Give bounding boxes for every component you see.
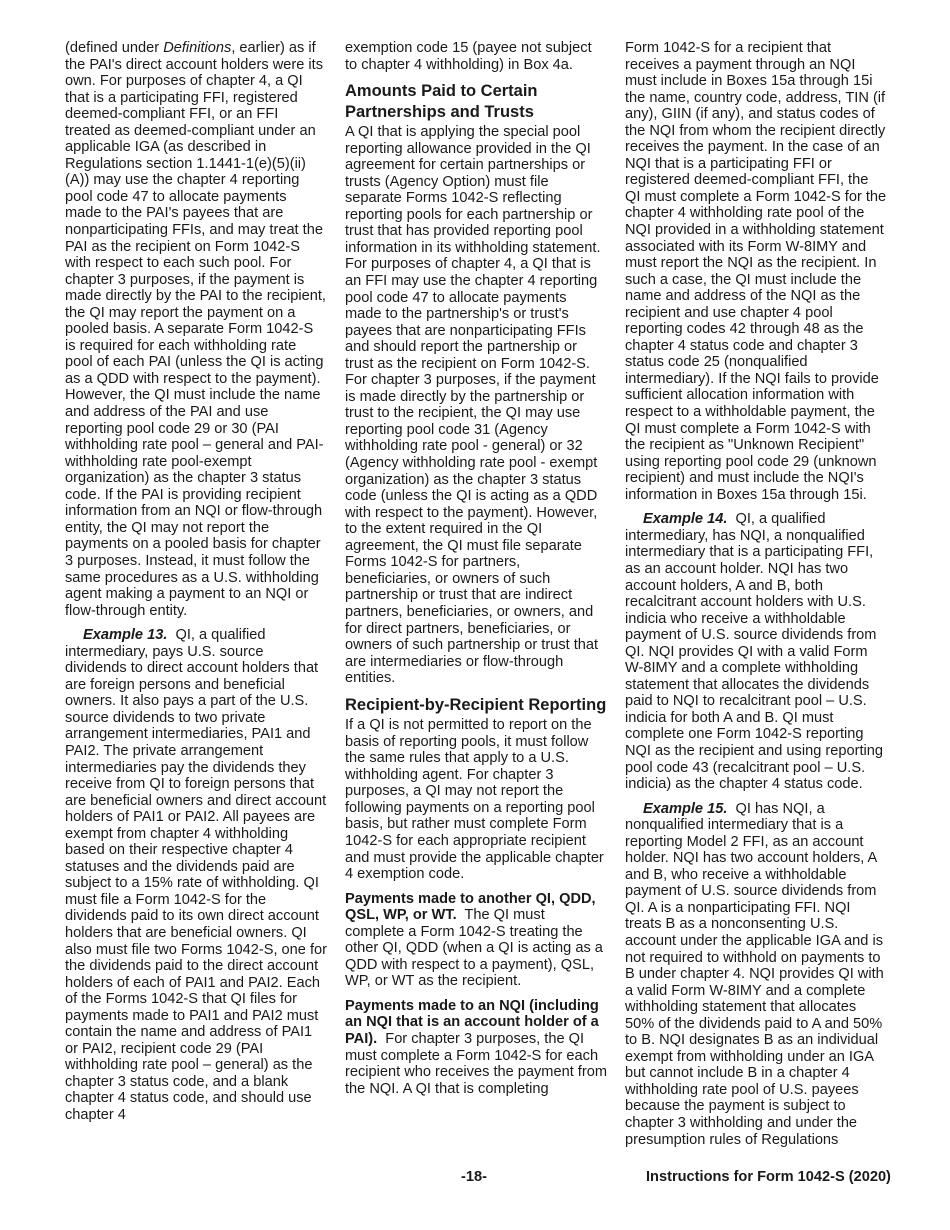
example-14-label: Example 14.	[643, 511, 728, 528]
column-1	[65, 40, 327, 1124]
subheading-payments-nqi: Payments made to an NQI (including an NQI that is an account holder of a PAI).	[345, 997, 599, 1048]
paragraph-exemption-code: exemption code 15 (payee not subject to chapter 4 withholding) in Box 4a.	[345, 40, 592, 73]
text-payments-nqi: For chapter 3 purposes, the QI must complete a Form 1042-S for each recipient who receives the payment from the NQI. A QI that is completing	[345, 1031, 607, 1097]
heading-amounts-paid-partnerships: Amounts Paid to Certain Partnerships and Trusts	[345, 82, 538, 121]
paragraph-partnerships: A QI that is applying the special pool reporting allowance provided in the QI agreement for certain partnerships or trusts (Agency Option) must file separate Forms 1042-S reflecting reporting pools for each partnership or trust that has provided reporting pool information in its withholding statement. For purposes of chapter 4, a QI that is an FFI may use the chapter 4 reporting pool code 47 to allocate payments made to the partnership's or trust's payees that are nonparticipating FFIs and should report the partnership or trust as the recipient on Form 1042-S. For chapter 3 purposes, if the payment is made directly by the partnership or trust to the recipient, the QI may use reporting pool code 31 (Agency withholding rate pool - general) or 32 (Agency withholding rate pool - exempt organization) as the chapter 3 status code (unless the QI is acting as a QDD with respect to the payment). However, to the extent required in the QI agreement, the QI must file separate Forms 1042-S for partners, beneficiaries, or owners of such partnership or trust that are indirect partners, beneficiaries, or owners, and for direct partners, beneficiaries, or owners of such partnership or trust that are intermediaries or flow-through entities.	[345, 124, 601, 687]
heading-recipient-reporting: Recipient-by-Recipient Reporting	[345, 695, 607, 714]
example-14	[625, 511, 887, 792]
paragraph-nqi-recipient: Form 1042-S for a recipient that receives a payment through an NQI must include in Boxes 15a through 15i the name, country code, address, TIN (if any), GIIN (if any), and status codes of the NQI from whom the recipient directly receives the payment. In the case of an NQI that is a participating FFI or registered deemed-compliant FFI, the QI must complete a Form 1042-S for the chapter 4 withholding rate pool of the NQI provided in a withholding statement associated with its Form W-8IMY and must report the NQI as the recipient. In such a case, the QI must include the name and address of the NQI as the recipient and use chapter 4 pool reporting codes 42 through 48 as the chapter 4 status code and chapter 3 status code 25 (nonqualified intermediary). If the NQI fails to provide sufficient allocation information with respect to a withholdable payment, the QI must complete a Form 1042-S with the recipient as "Unknown Recipient" using reporting pool code 29 (unknown recipient) and must include the NQI's information in Boxes 15a through 15i.	[625, 40, 887, 503]
page-number: -18-	[461, 1169, 487, 1185]
paragraph-pai-definitions	[65, 40, 327, 619]
example-13-label: Example 13.	[83, 627, 168, 644]
column-3	[625, 40, 887, 1148]
example-15	[625, 801, 887, 1148]
form-title: Instructions for Form 1042-S (2020)	[646, 1169, 891, 1185]
text-payments-qi: The QI must complete a Form 1042-S treating the other QI, QDD (when a QI is acting as a QDD with respect to a payment), QSL, WP, or WT as the recipient.	[345, 907, 603, 990]
example-15-text: QI has NQI, a nonqualified intermediary that is a reporting Model 2 FFI, as an account holder. NQI has two account holders, A and B, who receive a withholdable payment of U.S. source dividends from QI. A is a nonparticipating FFI. NQI treats B as a nonconsenting U.S. account under the applicable IGA and is not required to withhold on payments to B under chapter 4. NQI provides QI with a valid Form W-8IMY and a complete withholding statement that allocates 50% of the dividends paid to A and 50% to B. NQI designates B as an individual exempt from withholding under an IGA but cannot include B in a chapter 4 withholding rate pool of U.S. payees because the payment is subject to chapter 3 withholding and under the presumption rules of Regulations	[625, 800, 884, 1148]
text-fragment: (defined under	[65, 40, 164, 56]
example-15-label: Example 15.	[643, 800, 728, 817]
paragraph-recipient-reporting: If a QI is not permitted to report on the basis of reporting pools, it must follow the same rules that apply to a U.S. withholding agent. For chapter 3 purposes, a QI may not report the following payments on a reporting pool basis, but rather must complete Form 1042-S for each appropriate recipient and must provide the applicable chapter 4 exemption code.	[345, 717, 604, 883]
column-2	[345, 40, 607, 1097]
paragraph-payments-qi	[345, 891, 607, 990]
example-13-text: QI, a qualified intermediary, pays U.S. source dividends to direct account holders that are foreign persons and beneficial owners. It also pays a part of the U.S. source dividends to two private arrangement intermediaries, PAI1 and PAI2. The private arrangement intermediaries pay the dividends they receive from QI to foreign persons that are beneficial owners and direct account holders of PAI1 or PAI2. All payees are exempt from chapter 4 withholding based on their respective chapter 4 statuses and the dividends paid are subject to a 15% rate of withholding. QI must file a Form 1042-S for the dividends paid to its own direct account holders that are beneficial owners. QI also must file two Forms 1042-S, one for the dividends paid to the direct account holders of each of PAI1 and PAI2. Each of the Forms 1042-S that QI files for payments made to PAI1 and PAI2 must contain the name and address of PAI1 or PAI2, recipient code 29 (PAI withholding rate pool – general) as the chapter 3 status code, and a blank chapter 4 status code, and should use chapter 4	[65, 627, 327, 1123]
paragraph-payments-nqi	[345, 998, 607, 1097]
subheading-payments-qi: Payments made to another QI, QDD, QSL, WP, or WT.	[345, 890, 596, 924]
example-13	[65, 627, 327, 1123]
text-fragment: , earlier) as if the PAI's direct account holders were its own. For purposes of chapter 4, a QI that is a participating FFI, registered deemed-compliant FFI, or an FFI treated as deemed-compliant under an applicable IGA (as described in Regulations section 1.1441-1(e)(5)(ii)(A)) may use the chapter 4 reporting pool code 47 to allocate payments made to the PAI's payees that are nonparticipating FFIs, and may treat the PAI as the recipient on Form 1042-S with respect to each such pool. For chapter 3 purposes, if the payment is made directly by the PAI to the recipient, the QI may report the payment on a pooled basis. A separate Form 1042-S is required for each withholding rate pool of each PAI (unless the QI is acting as a QDD with respect to the payment). However, the QI must include the name and address of the PAI and use reporting pool code 29 or 30 (PAI withholding rate pool – general and PAI-withholding rate pool-exempt organization) as the chapter 3 status code. If the PAI is providing recipient information from an NQI or flow-through entity, the QI may not report the payments on a pooled basis for chapter 3 purposes. Instead, it must follow the same procedures as a U.S. withholding agent making a payment to an NQI or flow-through entity.	[65, 40, 326, 619]
definitions-emphasis: Definitions	[163, 40, 232, 56]
example-14-text: QI, a qualified intermediary, has NQI, a nonqualified intermediary that is a participating FFI, as an account holder. NQI has two account holders, A and B, both recalcitrant account holders with U.S. indicia who receive a withholdable payment of U.S. source dividends from QI. NQI provides QI with a valid Form W-8IMY and a complete withholding statement that allocates the dividends paid to NQI to recalcitrant pool – U.S. indicia for both A and B. QI must complete one Form 1042-S reporting NQI as the recipient and using reporting pool code 43 (recalcitrant pool – U.S. indicia) as the chapter 4 status code.	[625, 511, 883, 793]
